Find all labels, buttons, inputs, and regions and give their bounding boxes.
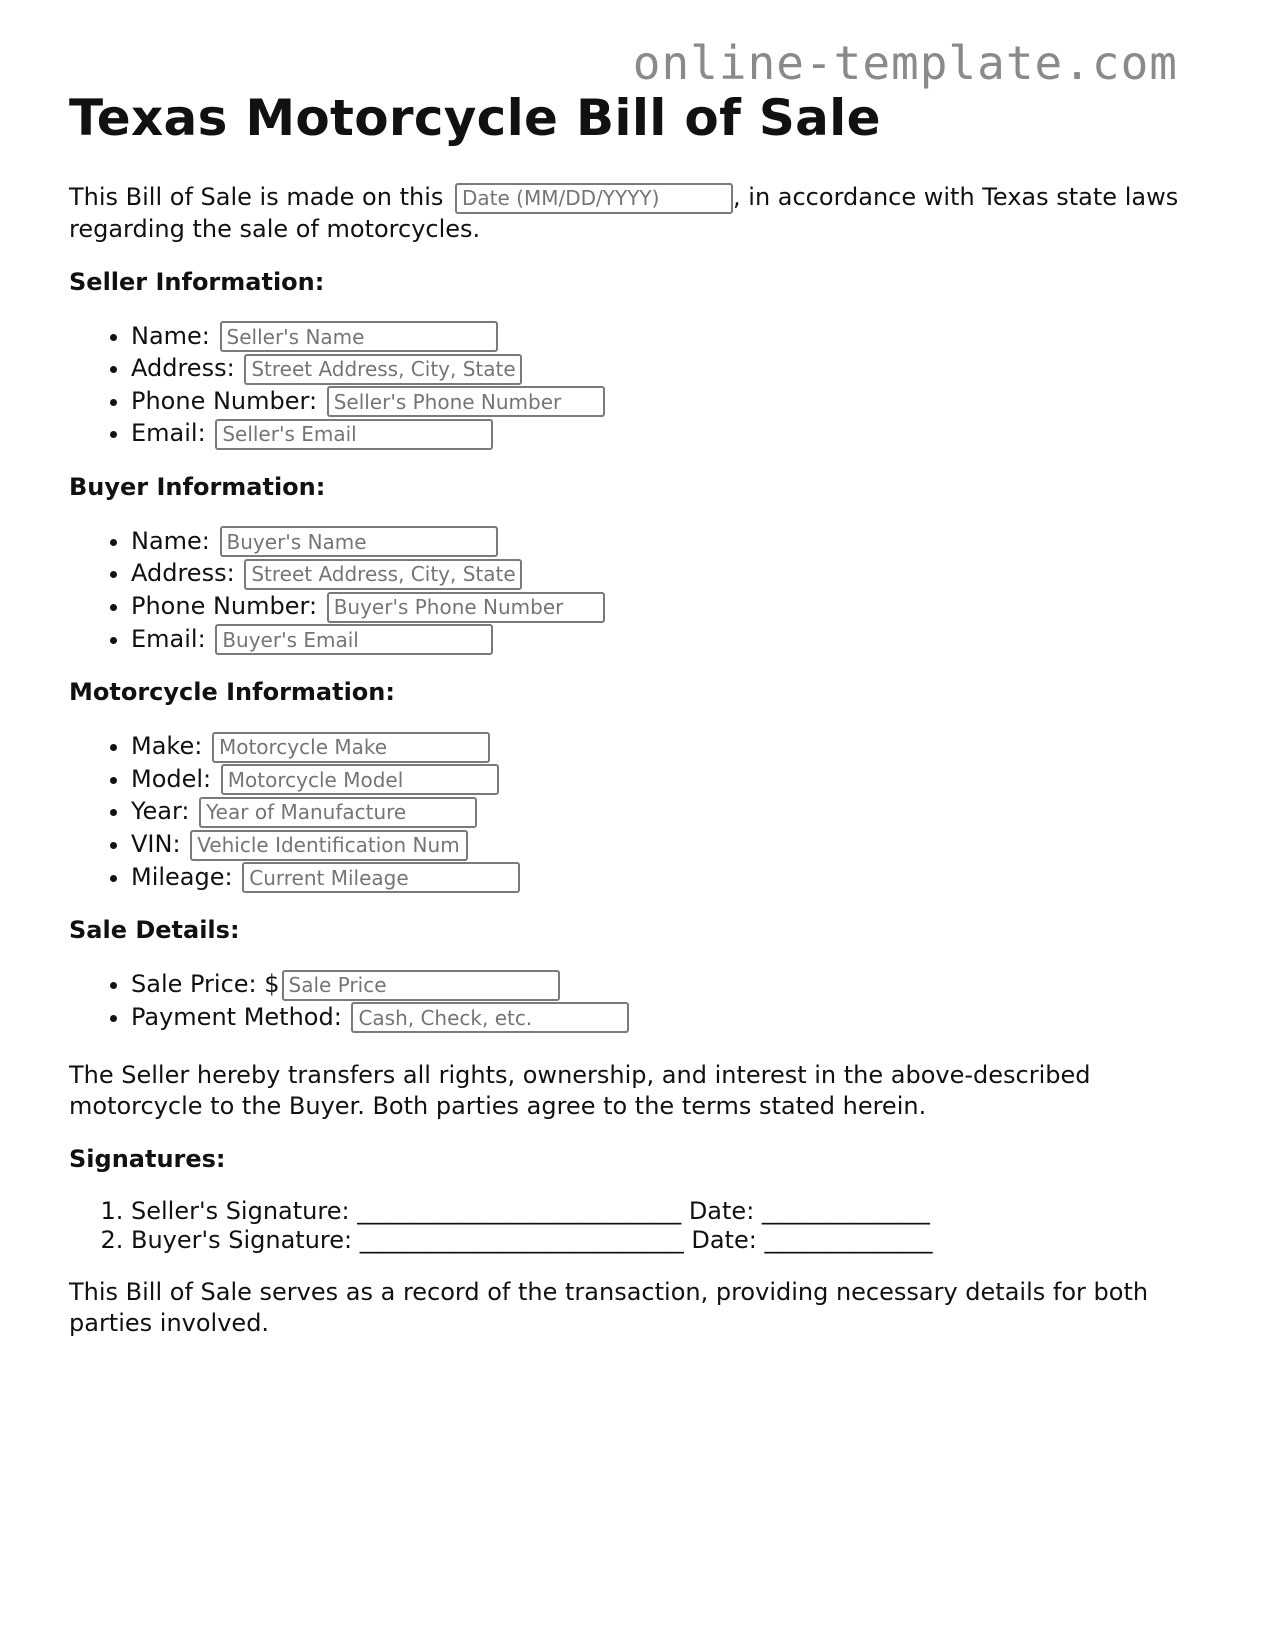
seller-name-label: Name: [131, 321, 210, 350]
seller-address-label: Address: [131, 354, 235, 383]
transfer-paragraph: The Seller hereby transfers all rights, ownership, and interest in the above-described motorcycle to the Buyer. Both parties agree to the terms stated herein. [69, 1061, 1091, 1121]
motorcycle-year-label: Year: [131, 797, 190, 826]
buyer-phone-label: Phone Number: [131, 592, 318, 621]
buyer-address-label: Address: [131, 559, 235, 588]
seller-address-field[interactable] [244, 354, 522, 385]
intro-text-after: , in accordance with Texas state laws regarding the sale of motorcycles. [69, 183, 1179, 243]
seller-address-item [131, 352, 1199, 385]
buyer-name-field[interactable] [220, 526, 498, 557]
seller-name-field[interactable] [220, 321, 498, 352]
sale-price-field[interactable] [282, 970, 560, 1001]
motorcycle-make-field[interactable] [212, 732, 490, 763]
page-title: Texas Motorcycle Bill of Sale [69, 89, 881, 147]
closing-paragraph: This Bill of Sale serves as a record of the transaction, providing necessary details for both parties involved. [69, 1278, 1149, 1338]
seller-signature-line: 1. Seller's Signature: ___________________________ Date: ______________ [131, 1197, 1199, 1226]
seller-email-item [131, 417, 1199, 450]
sale-date-field[interactable] [455, 183, 733, 214]
buyer-email-field[interactable] [215, 624, 493, 655]
motorcycle-model-field[interactable] [221, 764, 499, 795]
motorcycle-make-label: Make: [131, 732, 203, 761]
buyer-list [69, 525, 1199, 655]
buyer-email-label: Email: [131, 624, 206, 653]
seller-phone-item [131, 385, 1199, 418]
seller-list [69, 320, 1199, 450]
buyer-address-field[interactable] [244, 559, 522, 590]
signatures-heading: Signatures: [69, 1145, 226, 1174]
intro-paragraph [69, 182, 1199, 245]
sale-price-item [131, 968, 1199, 1001]
motorcycle-make-item [131, 730, 1199, 763]
motorcycle-year-field[interactable] [199, 797, 477, 828]
seller-phone-label: Phone Number: [131, 386, 318, 415]
buyer-signature-line: 2. Buyer's Signature: ___________________________ Date: ______________ [131, 1226, 1199, 1255]
buyer-name-item [131, 525, 1199, 558]
motorcycle-mileage-label: Mileage: [131, 862, 233, 891]
motorcycle-mileage-item [131, 861, 1199, 894]
signatures-list [69, 1197, 1199, 1255]
seller-name-item [131, 320, 1199, 353]
payment-method-item [131, 1001, 1199, 1034]
payment-method-field[interactable] [351, 1002, 629, 1033]
motorcycle-model-item [131, 763, 1199, 796]
seller-email-field[interactable] [215, 419, 493, 450]
buyer-phone-field[interactable] [327, 592, 605, 623]
buyer-name-label: Name: [131, 526, 210, 555]
buyer-address-item [131, 557, 1199, 590]
motorcycle-model-label: Model: [131, 764, 212, 793]
seller-heading: Seller Information: [69, 267, 325, 296]
buyer-phone-item [131, 590, 1199, 623]
buyer-heading: Buyer Information: [69, 472, 326, 501]
motorcycle-list [69, 730, 1199, 893]
seller-email-label: Email: [131, 419, 206, 448]
intro-text-before: This Bill of Sale is made on this [69, 183, 444, 211]
motorcycle-vin-item [131, 828, 1199, 861]
document-page [69, 88, 1199, 1339]
payment-method-label: Payment Method: [131, 1002, 342, 1031]
sale-heading: Sale Details: [69, 916, 240, 945]
motorcycle-heading: Motorcycle Information: [69, 678, 395, 707]
motorcycle-vin-field[interactable] [190, 830, 468, 861]
buyer-email-item [131, 623, 1199, 656]
motorcycle-mileage-field[interactable] [242, 862, 520, 893]
sale-list [69, 968, 1199, 1033]
watermark: online-template.com [632, 36, 1178, 90]
sale-price-label: Sale Price: $ [131, 970, 280, 999]
seller-phone-field[interactable] [327, 386, 605, 417]
motorcycle-vin-label: VIN: [131, 830, 181, 859]
motorcycle-year-item [131, 795, 1199, 828]
